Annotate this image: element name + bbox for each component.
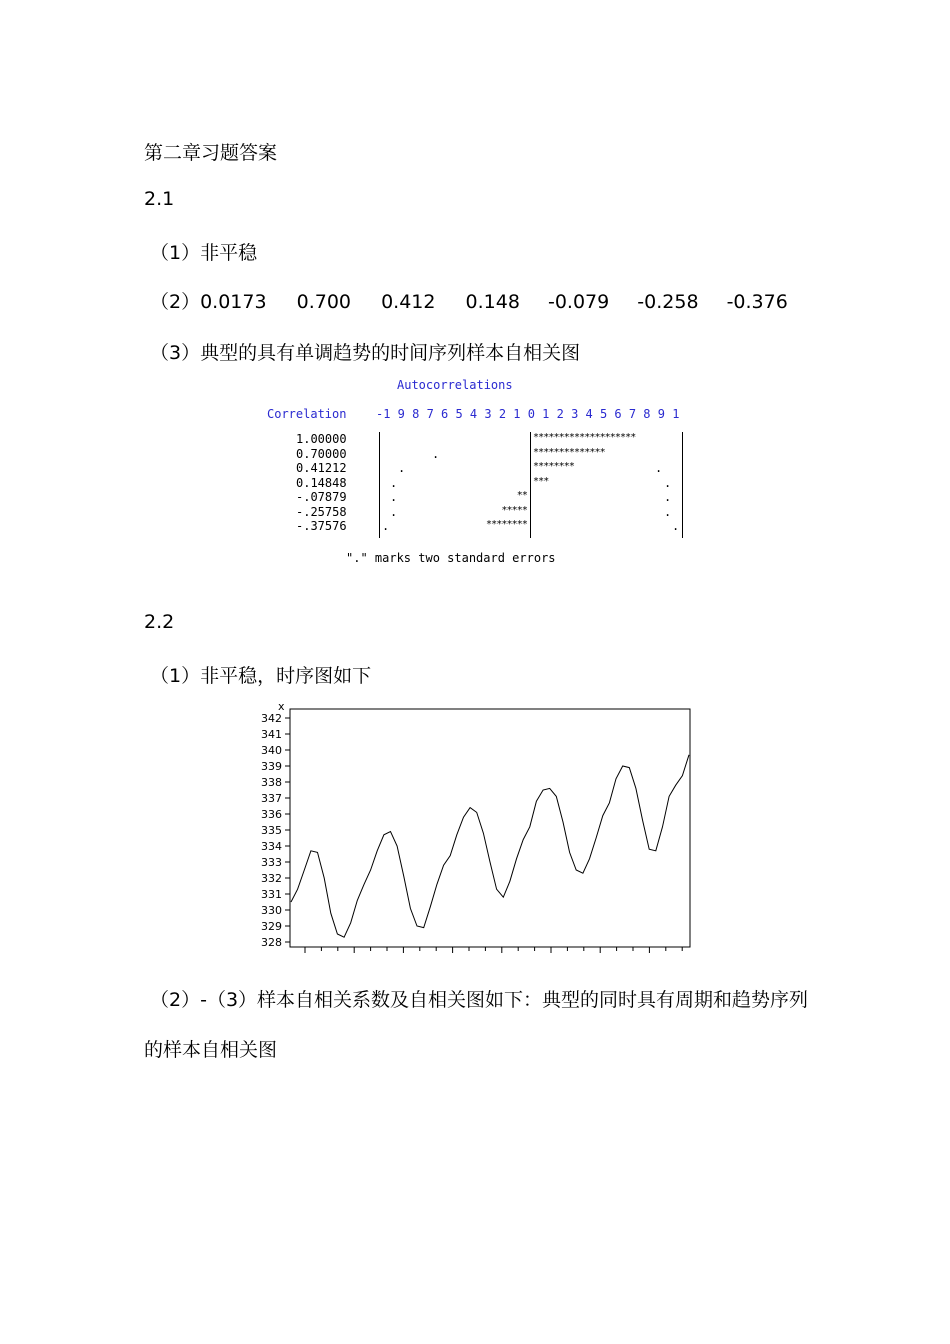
acf-row-label: -.07879 <box>296 490 347 504</box>
y-tick-label: 330 <box>261 904 282 917</box>
answer-2-2-1: （1）非平稳，时序图如下 <box>150 665 372 687</box>
answer-2-1-3: （3）典型的具有单调趋势的时间序列样本自相关图 <box>150 342 581 364</box>
acf-scale: -1 9 8 7 6 5 4 3 2 1 0 1 2 3 4 5 6 7 8 9 1 <box>376 407 680 421</box>
acf-stderr-mark: . <box>398 461 406 475</box>
y-tick-label: 333 <box>261 856 282 869</box>
acf-axis-bar <box>379 432 380 538</box>
acf-value: 0.148 <box>465 291 520 313</box>
section-2-2: 2.2 <box>144 611 175 633</box>
acf-stderr-mark: . <box>390 475 398 490</box>
acf-value: 0.412 <box>381 291 436 313</box>
page-heading: 第二章习题答案 <box>144 142 278 164</box>
acf-value: 0.700 <box>296 291 352 313</box>
answer-2-1-1: （1）非平稳 <box>150 242 258 264</box>
answer-2-2-23-line1: （2）-（3）样本自相关系数及自相关图如下：典型的同时具有周期和趋势序列 <box>150 989 809 1011</box>
acf-row-label: 0.14848 <box>296 475 347 490</box>
acf-stderr-mark: . <box>672 519 680 533</box>
y-tick-label: 342 <box>261 712 282 725</box>
answer-2-2-23-line2: 的样本自相关图 <box>144 1039 278 1061</box>
acf-column-label: Correlation <box>267 407 347 421</box>
acf-row-label: 0.41212 <box>296 461 347 475</box>
acf-row-label: -.25758 <box>296 504 347 519</box>
section-2-1: 2.1 <box>144 188 175 210</box>
acf-stderr-mark: . <box>664 475 672 490</box>
y-tick-label: 341 <box>261 728 282 741</box>
acf-row-label: -.37576 <box>296 519 347 533</box>
acf-title: Autocorrelations <box>397 378 513 392</box>
plot-frame <box>290 709 690 947</box>
acf-row-label: 1.00000 <box>296 432 347 446</box>
acf-positive-bar: ******************** <box>533 432 636 443</box>
y-tick-label: 335 <box>261 824 282 837</box>
y-tick-label: 328 <box>261 936 282 949</box>
answer-2-1-2-label: （2） <box>150 291 201 313</box>
y-tick-label: 332 <box>261 872 282 885</box>
time-series-chart <box>250 698 700 958</box>
answer-2-1-2 <box>150 287 788 314</box>
acf-value: -0.079 <box>547 291 610 313</box>
y-tick-label: 339 <box>261 760 282 773</box>
acf-negative-bar: ***** <box>501 504 527 516</box>
acf-value: -0.376 <box>726 291 788 313</box>
autocorrelation-plot <box>262 374 692 574</box>
acf-negative-bar: ** <box>516 490 527 501</box>
acf-stderr-mark: . <box>432 446 440 461</box>
acf-footnote: "." marks two standard errors <box>346 551 556 565</box>
acf-axis-bar <box>530 432 531 538</box>
acf-stderr-mark: . <box>390 490 398 504</box>
y-tick-label: 337 <box>261 792 282 805</box>
acf-value: 0.0173 <box>200 291 267 313</box>
acf-negative-bar: ******** <box>486 519 527 530</box>
acf-value: -0.258 <box>637 291 699 313</box>
acf-stderr-mark: . <box>664 490 672 504</box>
y-tick-label: 331 <box>261 888 282 901</box>
acf-stderr-mark: . <box>664 504 672 519</box>
acf-row-label: 0.70000 <box>296 446 347 461</box>
acf-positive-bar: *** <box>533 475 549 487</box>
acf-stderr-mark: . <box>655 461 663 475</box>
y-axis-label: x <box>278 700 285 713</box>
y-tick-label: 334 <box>261 840 282 853</box>
series-line <box>291 755 689 937</box>
acf-positive-bar: ************** <box>533 446 605 458</box>
acf-axis-bar <box>682 432 683 538</box>
acf-positive-bar: ******** <box>533 461 574 472</box>
y-tick-label: 336 <box>261 808 282 821</box>
acf-stderr-mark: . <box>382 519 390 533</box>
y-tick-label: 329 <box>261 920 282 933</box>
acf-stderr-mark: . <box>390 504 398 519</box>
y-tick-label: 338 <box>261 776 282 789</box>
y-tick-label: 340 <box>261 744 282 757</box>
